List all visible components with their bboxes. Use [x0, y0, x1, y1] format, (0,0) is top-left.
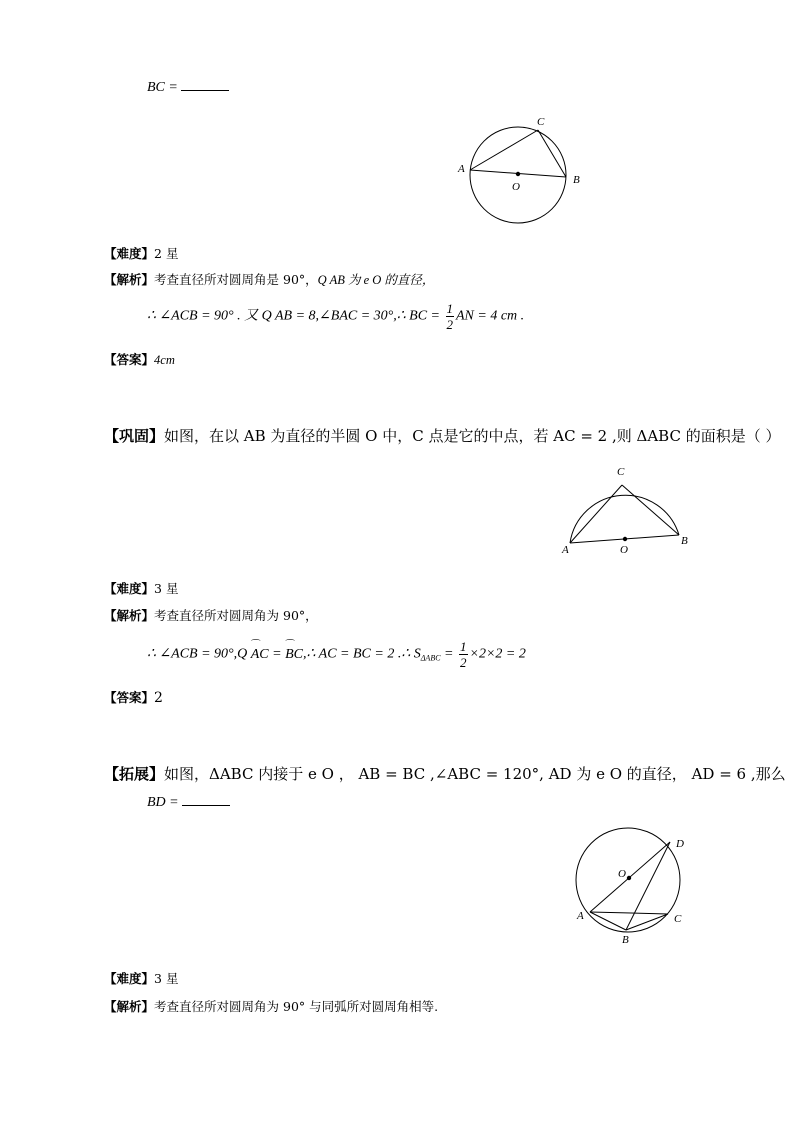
q2-answer: 【答案】2: [104, 690, 163, 706]
q3-circle-figure: [568, 820, 698, 950]
q2-analysis-line2: ∴ ∠ACB = 90°,Q ⌒ AC = ⌒ BC,∴ AC = BC = 2 .∴ $S_{\Delta ABC}$ = $\frac{1}{2}$ ×2×2 = 2: [147, 640, 526, 669]
label-a: A: [577, 910, 584, 922]
q1-answer: 【答案】4cm: [104, 352, 175, 367]
label-o: O: [620, 544, 628, 556]
q3-question-line2: BD =: [147, 793, 230, 811]
center-point: [627, 876, 631, 880]
label-d: D: [676, 838, 684, 850]
chord-bc: [538, 130, 566, 177]
q1-difficulty: 【难度】2 星: [104, 246, 179, 261]
q1-circle-figure: [452, 110, 592, 230]
chord-ac: [590, 912, 668, 914]
q1-answer-line: BC =: [147, 78, 229, 96]
q2-question: 【巩固】如图，在以 AB 为直径的半圆 O 中，C 点是它的中点，若 AC = 2 ,则 ΔABC 的面积是（ ）: [104, 427, 781, 445]
q2-analysis-line1: 【解析】考查直径所对圆周角为 90°，: [104, 608, 318, 623]
label-b: B: [573, 174, 580, 186]
q1-analysis-line2: ∴ ∠ACB = 90° . 又 Q AB = 8,∠BAC = 30°,∴ BC = $\frac{1}{2}$ AN = 4 cm .: [147, 301, 525, 332]
q3-question: 【拓展】如图，ΔABC 内接于 e O ， AB = BC ,∠ABC = 120°, AD 为 e O 的直径， AD = 6 ,那么: [104, 765, 786, 783]
label-a: A: [562, 544, 569, 556]
q3-difficulty: 【难度】3 星: [104, 971, 179, 986]
label-c: C: [617, 466, 625, 478]
label-o: O: [512, 181, 520, 193]
label-c: C: [537, 116, 545, 128]
chord-bc: [622, 485, 679, 535]
label-a: A: [458, 163, 465, 175]
center-point: [516, 172, 520, 176]
fraction: $\frac{1}{2}$: [460, 639, 467, 670]
answer-blank: [182, 793, 230, 806]
chord-ac: [470, 130, 538, 170]
chord-ac: [570, 485, 622, 543]
label-b: B: [681, 535, 688, 547]
q2-semicircle-figure: [558, 460, 698, 560]
label-c: C: [674, 913, 682, 925]
label-o: O: [618, 868, 626, 880]
q1-analysis-line1: 【解析】考查直径所对圆周角是 90°，Q AB 为 e O 的直径，: [104, 272, 435, 287]
chord-bd: [626, 842, 670, 930]
q2-difficulty: 【难度】3 星: [104, 581, 179, 596]
center-point: [623, 537, 627, 541]
q3-analysis-line1: 【解析】考查直径所对圆周角为 90° 与同弧所对圆周角相等.: [104, 999, 439, 1014]
circle: [576, 828, 680, 932]
answer-blank: [181, 78, 229, 91]
fraction: $\frac{1}{2}$: [446, 301, 453, 332]
label-b: B: [622, 934, 629, 946]
